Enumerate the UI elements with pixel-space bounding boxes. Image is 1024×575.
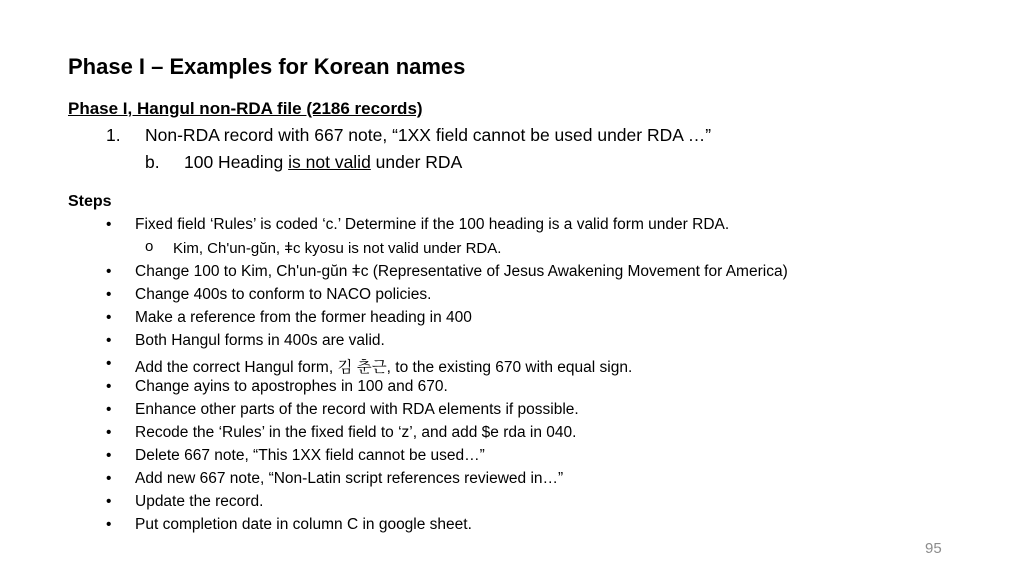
step-text: Fixed field ‘Rules’ is coded ‘c.’ Determine if the 100 heading is a valid form under RDA. xyxy=(135,216,730,233)
bullet-icon: • xyxy=(106,263,112,280)
bullet-icon: • xyxy=(106,493,112,510)
step-text: Enhance other parts of the record with RDA elements if possible. xyxy=(135,401,579,418)
item-text-before: 100 Heading xyxy=(184,152,289,172)
bullet-icon: • xyxy=(106,424,112,441)
bullet-icon: • xyxy=(106,309,112,326)
slide-title: Phase I – Examples for Korean names xyxy=(68,54,466,79)
step-text: Delete 667 note, “This 1XX field cannot be used…” xyxy=(135,447,485,464)
step-text: Put completion date in column C in google sheet. xyxy=(135,516,472,533)
bullet-icon: • xyxy=(106,516,112,533)
item-number: 1. xyxy=(106,125,121,145)
bullet-icon: • xyxy=(106,216,112,233)
item-text xyxy=(184,152,462,173)
bullet-icon: • xyxy=(106,378,112,395)
bullet-icon: • xyxy=(106,470,112,487)
item-text: Non-RDA record with 667 note, “1XX field cannot be used under RDA …” xyxy=(145,125,712,145)
bullet-icon: • xyxy=(106,401,112,418)
step-text: Update the record. xyxy=(135,493,264,510)
item-text-underlined: is not valid xyxy=(288,152,371,172)
step-text: Make a reference from the former heading in 400 xyxy=(135,309,472,326)
step-text: Add the correct Hangul form, 김 춘근, to the existing 670 with equal sign. xyxy=(135,359,633,376)
bullet-icon: • xyxy=(106,332,112,349)
bullet-icon: • xyxy=(106,447,112,464)
sub-bullet-icon: o xyxy=(145,238,154,255)
numbered-item-1 xyxy=(106,125,712,146)
step-text: Change 100 to Kim, Ch'un-gŭn ǂc (Representative of Jesus Awakening Movement for America) xyxy=(135,263,788,280)
bullet-icon: • xyxy=(106,286,112,303)
step-text: Add new 667 note, “Non-Latin script references reviewed in…” xyxy=(135,470,564,487)
step-text: Kim, Ch'un-gŭn, ǂc kyosu is not valid under RDA. xyxy=(173,240,502,257)
step-text: Both Hangul forms in 400s are valid. xyxy=(135,332,385,349)
page-number: 95 xyxy=(925,540,942,557)
steps-heading: Steps xyxy=(68,193,112,210)
item-text-after: under RDA xyxy=(370,152,463,172)
step-text: Change ayins to apostrophes in 100 and 670. xyxy=(135,378,448,395)
item-letter: b. xyxy=(145,152,160,172)
bullet-icon: • xyxy=(106,355,112,372)
lettered-item-b xyxy=(145,152,463,173)
step-text: Change 400s to conform to NACO policies. xyxy=(135,286,432,303)
section-subtitle: Phase I, Hangul non-RDA file (2186 records) xyxy=(68,99,423,118)
step-text: Recode the ‘Rules’ in the fixed field to ‘z’, and add $e rda in 040. xyxy=(135,424,577,441)
